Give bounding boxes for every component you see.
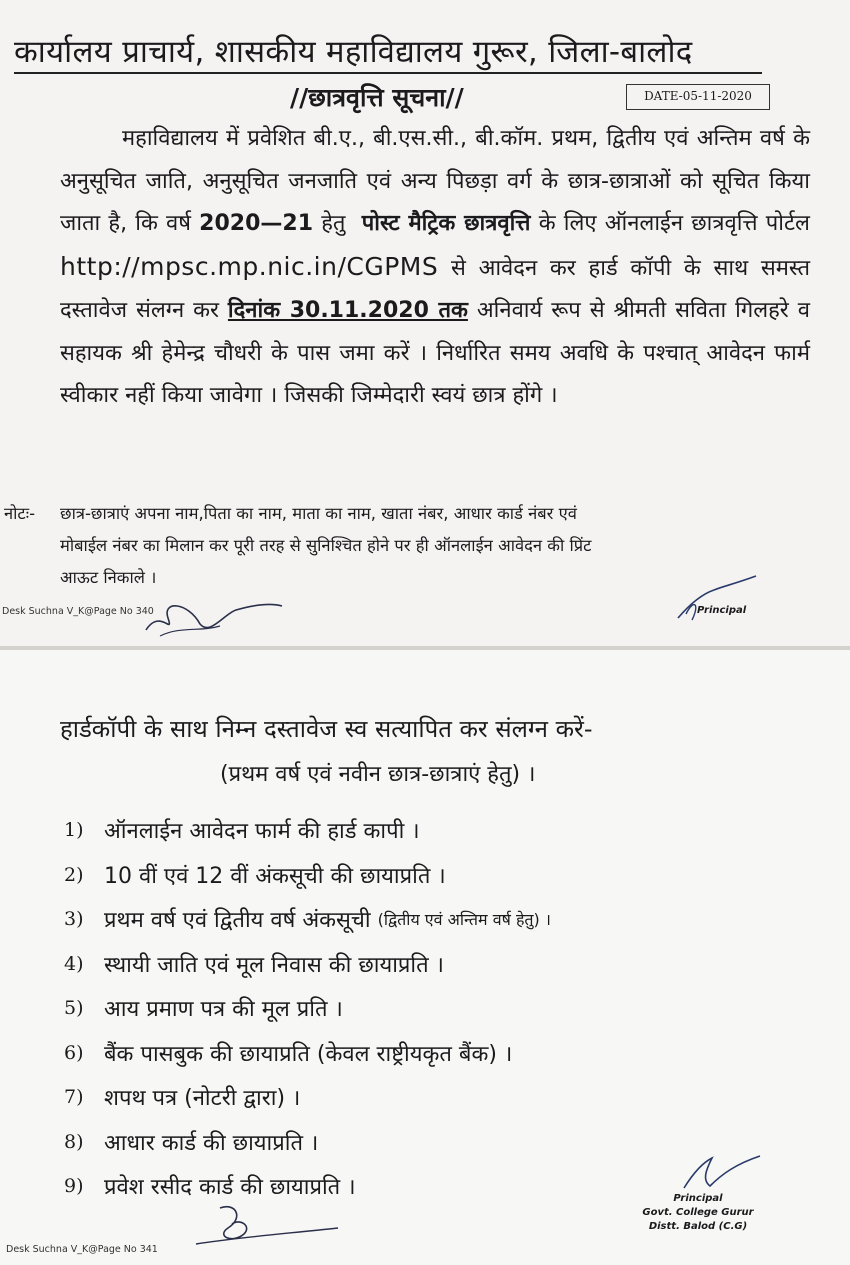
notice-paragraph	[60, 118, 810, 418]
para-part3: से आवेदन कर हार्ड कॉपी के साथ समस्त दस्तावेज संलग्न कर	[60, 255, 810, 323]
principal-signature-top	[672, 574, 762, 624]
note-line-2: मोबाईल नंबर का मिलान कर पूरी तरह से सुनिश्चित होने पर ही ऑनलाईन आवेदन की प्रिंट	[60, 536, 592, 555]
title-underline	[14, 72, 762, 74]
item-number: 6)	[64, 1041, 84, 1064]
list-item	[64, 1075, 804, 1120]
item-number: 1)	[64, 819, 84, 842]
item-number: 4)	[64, 952, 84, 975]
notice-heading: //छात्रवृत्ति सूचना//	[290, 83, 464, 112]
list-item	[64, 808, 804, 853]
item-text: आधार कार्ड की छायाप्रति ।	[104, 1130, 319, 1156]
list-item	[64, 942, 804, 987]
documents-heading: हार्डकॉपी के साथ निम्न दस्तावेज स्व सत्यापित कर संलग्न करें-	[60, 715, 593, 743]
item-text: प्रथम वर्ष एवं द्वितीय वर्ष अंकसूची	[104, 908, 371, 934]
item-text: शपथ पत्र (नोटरी द्वारा) ।	[104, 1086, 301, 1112]
item-number: 9)	[64, 1175, 84, 1198]
item-text: 10 वीं एवं 12 वीं अंकसूची की छायाप्रति ।	[104, 863, 446, 889]
clerk-signature-bottom	[192, 1198, 342, 1254]
item-text: बैंक पासबुक की छायाप्रति (केवल राष्ट्रीयकृत बैंक) ।	[104, 1041, 513, 1067]
item-number: 2)	[64, 863, 84, 886]
note-label: नोटः-	[4, 504, 36, 523]
deadline-date: दिनांक 30.11.2020 तक	[227, 298, 468, 323]
principal-signature-bottom	[676, 1150, 766, 1194]
item-number: 8)	[64, 1130, 84, 1153]
item-text: आय प्रमाण पत्र की मूल प्रति ।	[104, 997, 343, 1023]
item-text: स्थायी जाति एवं मूल निवास की छायाप्रति ।	[104, 952, 444, 978]
principal-stamp-bottom	[632, 1192, 764, 1234]
item-number: 5)	[64, 997, 84, 1020]
college-name: Govt. College Gurur	[642, 1207, 754, 1218]
scheme-name: पोस्ट मैट्रिक छात्रवृत्ति	[361, 211, 531, 236]
list-item	[64, 986, 804, 1031]
para-part4: अनिवार्य रूप से श्रीमती सविता गिलहरे व सहायक श्री हेमेन्द्र चौधरी के पास जमा करें । निर्धारित समय अवधि के पश्चात् आवेदन फार्म स्वीकार नहीं किया जावेगा । जिसकी जिम्मेदारी स्वयं छात्र होंगे ।	[60, 298, 810, 408]
list-item	[64, 1031, 804, 1076]
list-item	[64, 853, 804, 898]
for-word: हेतु	[321, 211, 346, 236]
para-part1: महाविद्यालय में प्रवेशित बी.ए., बी.एस.सी., बी.कॉम. प्रथम, द्वितीय एवं अन्तिम वर्ष के अनुसूचित जाति, अनुसूचित जनजाति एवं अन्य पिछड़ा वर्ग के छात्र-छात्राओं को सूचित किया जाता है, कि वर्ष	[60, 126, 810, 236]
footer-reference-bottom: Desk Suchna V_K@Page No 341	[6, 1244, 158, 1255]
note-line-1: छात्र-छात्राएं अपना नाम,पिता का नाम, माता का नाम, खाता नंबर, आधार कार्ड नंबर एवं	[60, 504, 577, 523]
documents-list	[64, 808, 804, 1209]
documents-subheading: (प्रथम वर्ष एवं नवीन छात्र-छात्राएं हेतु) ।	[220, 762, 536, 787]
portal-url: http://mpsc.mp.nic.in/CGPMS	[60, 251, 439, 281]
date-box: DATE-05-11-2020	[626, 84, 770, 110]
para-part2: के लिए ऑनलाईन छात्रवृत्ति पोर्टल	[538, 211, 810, 236]
principal-label: Principal	[673, 1193, 723, 1204]
item-note: (द्वितीय एवं अन्तिम वर्ष हेतु) ।	[377, 910, 551, 930]
office-title: कार्यालय प्राचार्य, शासकीय महाविद्यालय गुरूर, जिला-बालोद	[14, 34, 693, 70]
clerk-signature	[140, 596, 290, 642]
note-line-3: आऊट निकाले ।	[60, 568, 157, 587]
footer-reference: Desk Suchna V_K@Page No 340	[2, 606, 154, 617]
item-text: प्रवेश रसीद कार्ड की छायाप्रति ।	[104, 1175, 356, 1201]
item-number: 3)	[64, 908, 84, 931]
principal-label-top: Principal	[697, 605, 747, 616]
scholarship-year: 2020—21	[199, 211, 314, 236]
item-text: ऑनलाईन आवेदन फार्म की हार्ड कापी ।	[104, 819, 420, 845]
list-item	[64, 897, 804, 942]
item-number: 7)	[64, 1086, 84, 1109]
district-name: Distt. Balod (C.G)	[648, 1221, 748, 1232]
